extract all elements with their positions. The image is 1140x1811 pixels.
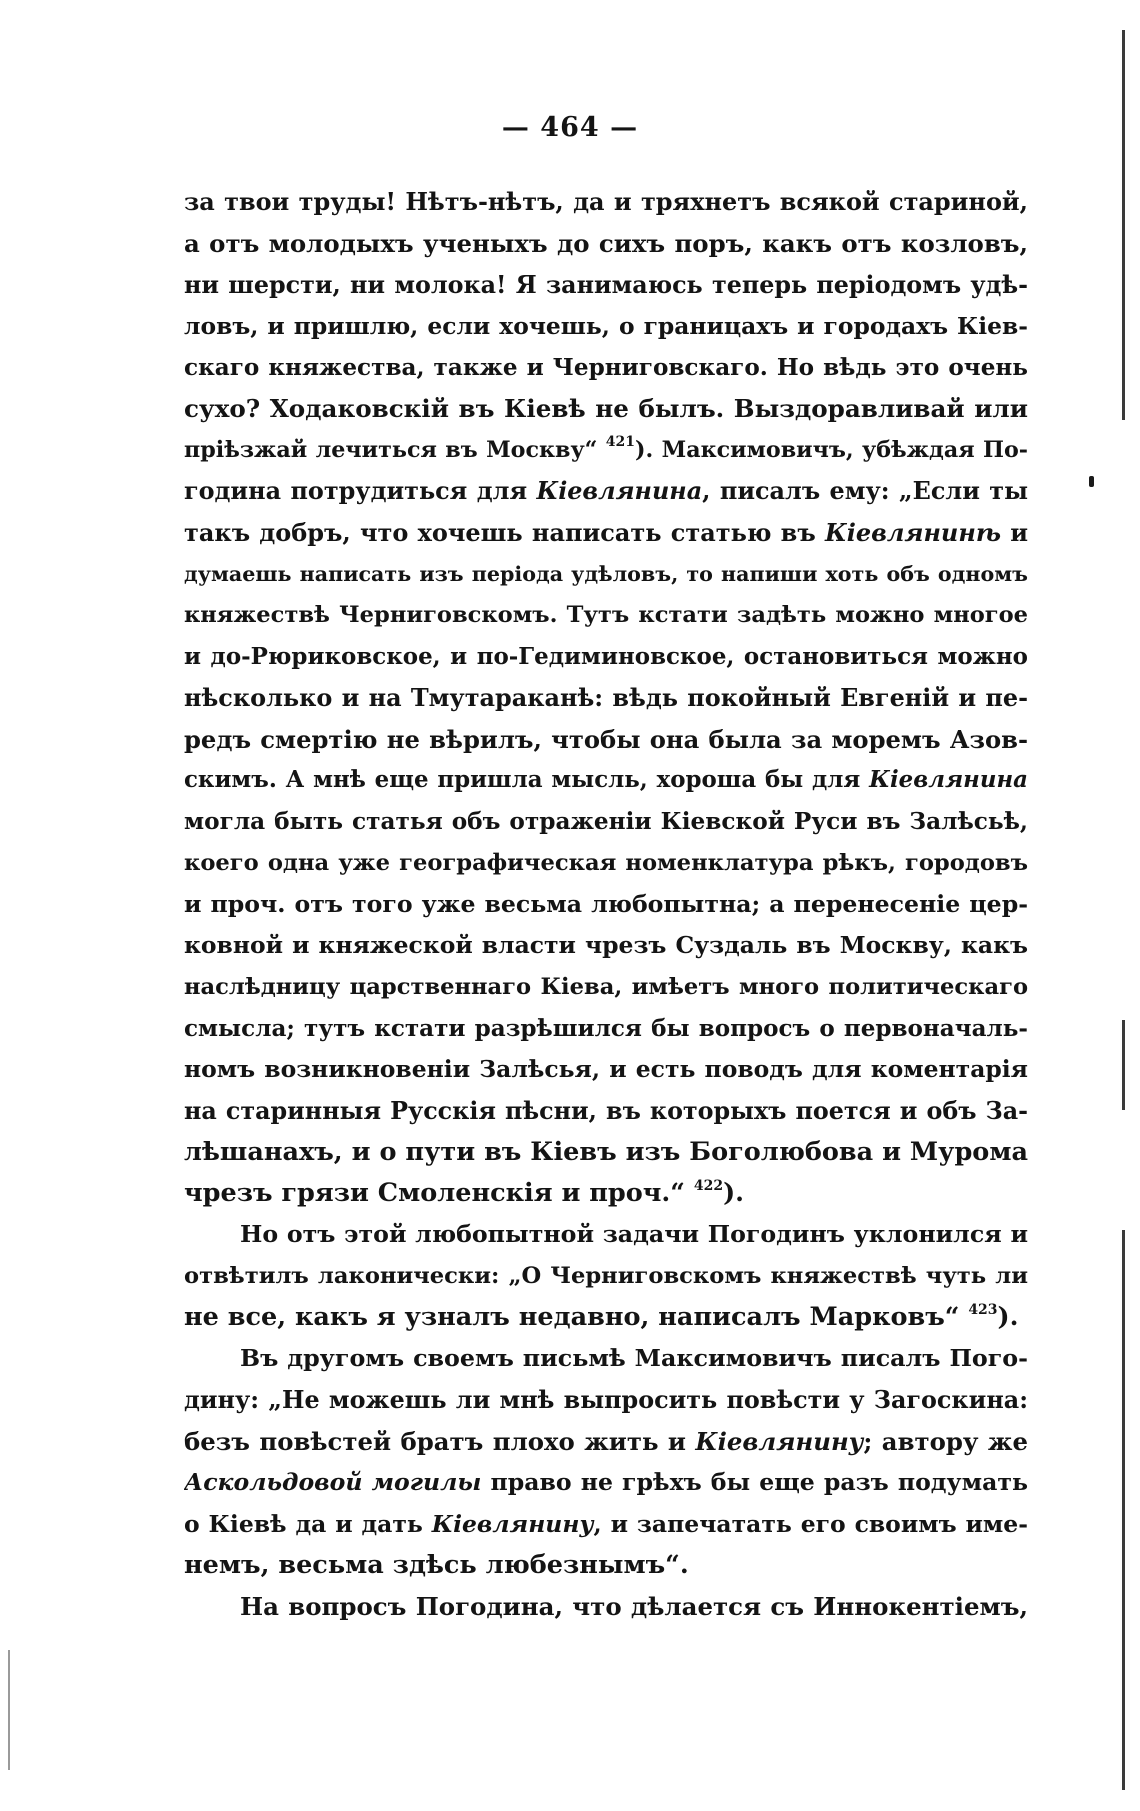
text-run: за твои труды! Нѣтъ-нѣтъ, да и тряхнетъ всякой стариной, — [184, 188, 1028, 216]
text-line — [184, 430, 1028, 471]
text-line — [184, 595, 1028, 636]
text-run: Но отъ этой любопытной задачи Погодинъ уклонился и — [240, 1220, 1028, 1249]
footnote-ref: 423 — [968, 1301, 998, 1318]
text-run: о Кіевѣ да и дать — [184, 1509, 432, 1538]
text-line — [184, 471, 1028, 512]
text-line — [184, 1297, 1028, 1338]
text-line — [184, 1132, 1028, 1173]
italic-title: Кіевлянину — [695, 1426, 864, 1456]
text-run: редъ смертію не вѣрилъ, чтобы она была за моремъ Азов- — [184, 724, 1028, 754]
text-run: наслѣдницу царственнаго Кіева, имѣетъ много политическаго — [184, 973, 1028, 1000]
text-line — [184, 1545, 1028, 1586]
text-line — [184, 1462, 1028, 1503]
text-line — [184, 512, 1028, 553]
text-run: номъ возникновеніи Залѣсья, и есть поводъ для коментарія — [184, 1055, 1028, 1084]
text-run: дину: „Не можешь ли мнѣ выпросить повѣсти у Загоскина: — [184, 1385, 1028, 1414]
text-run: Въ другомъ своемъ письмѣ Максимовичъ писалъ Пого- — [240, 1344, 1028, 1373]
text-line — [184, 388, 1028, 429]
text-line — [184, 925, 1028, 966]
text-run: ни шерсти, ни молока! Я занимаюсь теперь періодомъ удѣ- — [184, 270, 1028, 299]
text-line — [184, 1504, 1028, 1545]
text-run: нѣсколько и на Тмутараканѣ: вѣдь покойный Евгеній и пе- — [184, 683, 1028, 712]
text-line — [184, 1256, 1028, 1297]
text-line — [184, 1091, 1028, 1132]
text-line — [184, 967, 1028, 1008]
text-run: ). — [723, 1178, 745, 1209]
italic-title: Кіевлянинѣ — [824, 518, 1001, 548]
italic-title: Кіевлянину — [431, 1509, 594, 1538]
text-line — [184, 347, 1028, 388]
page-edge-rule — [8, 1650, 10, 1770]
text-run: чрезъ грязи Смоленскія и проч.“ — [184, 1178, 694, 1209]
text-run: не все, какъ я узналъ недавно, написалъ Марковъ“ — [184, 1302, 969, 1333]
text-line — [184, 760, 1028, 801]
text-line — [184, 265, 1028, 306]
text-run: ; автору же — [863, 1426, 1028, 1456]
text-line — [184, 843, 1028, 884]
binding-edge-rule — [1122, 30, 1125, 420]
text-run: скаго княжества, также и Черниговскаго. Но вѣдь это очень — [184, 354, 1028, 382]
italic-title: Кіевлянина — [536, 477, 703, 506]
text-run: право не грѣхъ бы еще разъ подумать — [481, 1468, 1028, 1497]
text-line — [184, 1008, 1028, 1049]
text-line — [184, 1380, 1028, 1421]
text-run: На вопросъ Погодина, что дѣлается съ Иннокентіемъ, — [240, 1592, 1028, 1622]
text-run: княжествѣ Черниговскомъ. Тутъ кстати задѣть можно многое — [184, 601, 1028, 628]
text-run: такъ добръ, что хочешь написать статью въ — [184, 518, 825, 548]
page-number: — 464 — — [501, 112, 639, 143]
text-run: могла быть статья объ отраженіи Кіевской Руси въ Залѣсьѣ, — [184, 808, 1028, 836]
binding-edge-rule — [1122, 1020, 1125, 1110]
margin-ink-mark — [1089, 476, 1094, 487]
text-line — [184, 1421, 1028, 1462]
text-run: смысла; тутъ кстати разрѣшился бы вопросъ о первоначаль- — [184, 1014, 1028, 1042]
text-run: сухо? Ходаковскій въ Кіевѣ не былъ. Выздоравливай или — [184, 394, 1028, 424]
text-run: ковной и княжеской власти чрезъ Суздаль въ Москву, какъ — [184, 931, 1028, 960]
text-line — [184, 801, 1028, 842]
text-line — [184, 636, 1028, 677]
text-line — [184, 678, 1028, 719]
italic-title: Кіевлянина — [869, 767, 1028, 794]
text-run: ловъ, и пришлю, если хочешь, о границахъ и городахъ Кіев- — [184, 311, 1028, 340]
text-line — [184, 223, 1028, 264]
text-run: и — [1001, 518, 1028, 548]
text-run: ). Максимовичъ, убѣждая По- — [635, 436, 1028, 463]
text-run: година потрудиться для — [184, 477, 537, 506]
text-line — [184, 554, 1028, 595]
text-line — [184, 1338, 1028, 1379]
footnote-ref: 421 — [605, 434, 636, 451]
text-run: и до-Рюриковское, и по-Гедиминовское, остановиться можно — [184, 643, 1028, 671]
text-run: коего одна уже географическая номенклатура рѣкъ, городовъ — [184, 849, 1028, 876]
binding-edge-rule — [1122, 1230, 1125, 1790]
text-run: скимъ. А мнѣ еще пришла мысль, хороша бы для — [184, 767, 870, 794]
text-line — [184, 1049, 1028, 1090]
text-line — [184, 306, 1028, 347]
text-line — [184, 1586, 1028, 1627]
italic-title: Аскольдовой могилы — [184, 1468, 482, 1497]
text-line — [184, 719, 1028, 760]
text-run: а отъ молодыхъ ученыхъ до сихъ поръ, какъ отъ козловъ, — [184, 229, 1028, 259]
text-run: отвѣтилъ лаконически: „О Черниговскомъ княжествѣ чуть ли — [184, 1262, 1028, 1289]
text-run: , и запечатать его своимъ име- — [593, 1509, 1028, 1538]
body-text — [184, 182, 1028, 1627]
text-run: ). — [997, 1302, 1019, 1333]
text-run: и проч. отъ того уже весьма любопытна; а перенесеніе цер- — [184, 890, 1028, 919]
text-run: , писалъ ему: „Если ты — [702, 477, 1028, 506]
footnote-ref: 422 — [693, 1177, 724, 1194]
text-run: лѣшанахъ, и о пути въ Кіевъ изъ Боголюбова и Мурома — [184, 1136, 1028, 1167]
text-run: безъ повѣстей братъ плохо жить и — [184, 1426, 696, 1456]
text-run: немъ, весьма здѣсь любезнымъ“. — [184, 1549, 689, 1580]
text-run: пріѣзжай лечиться въ Москву“ — [184, 436, 606, 463]
text-line — [184, 1173, 1028, 1214]
text-line — [184, 884, 1028, 925]
text-line — [184, 1214, 1028, 1255]
text-run: думаешь написать изъ періода удѣловъ, то напиши хоть объ одномъ — [184, 561, 1028, 586]
text-line — [184, 182, 1028, 223]
text-run: на старинныя Русскія пѣсни, въ которыхъ поется и объ За- — [184, 1096, 1028, 1125]
